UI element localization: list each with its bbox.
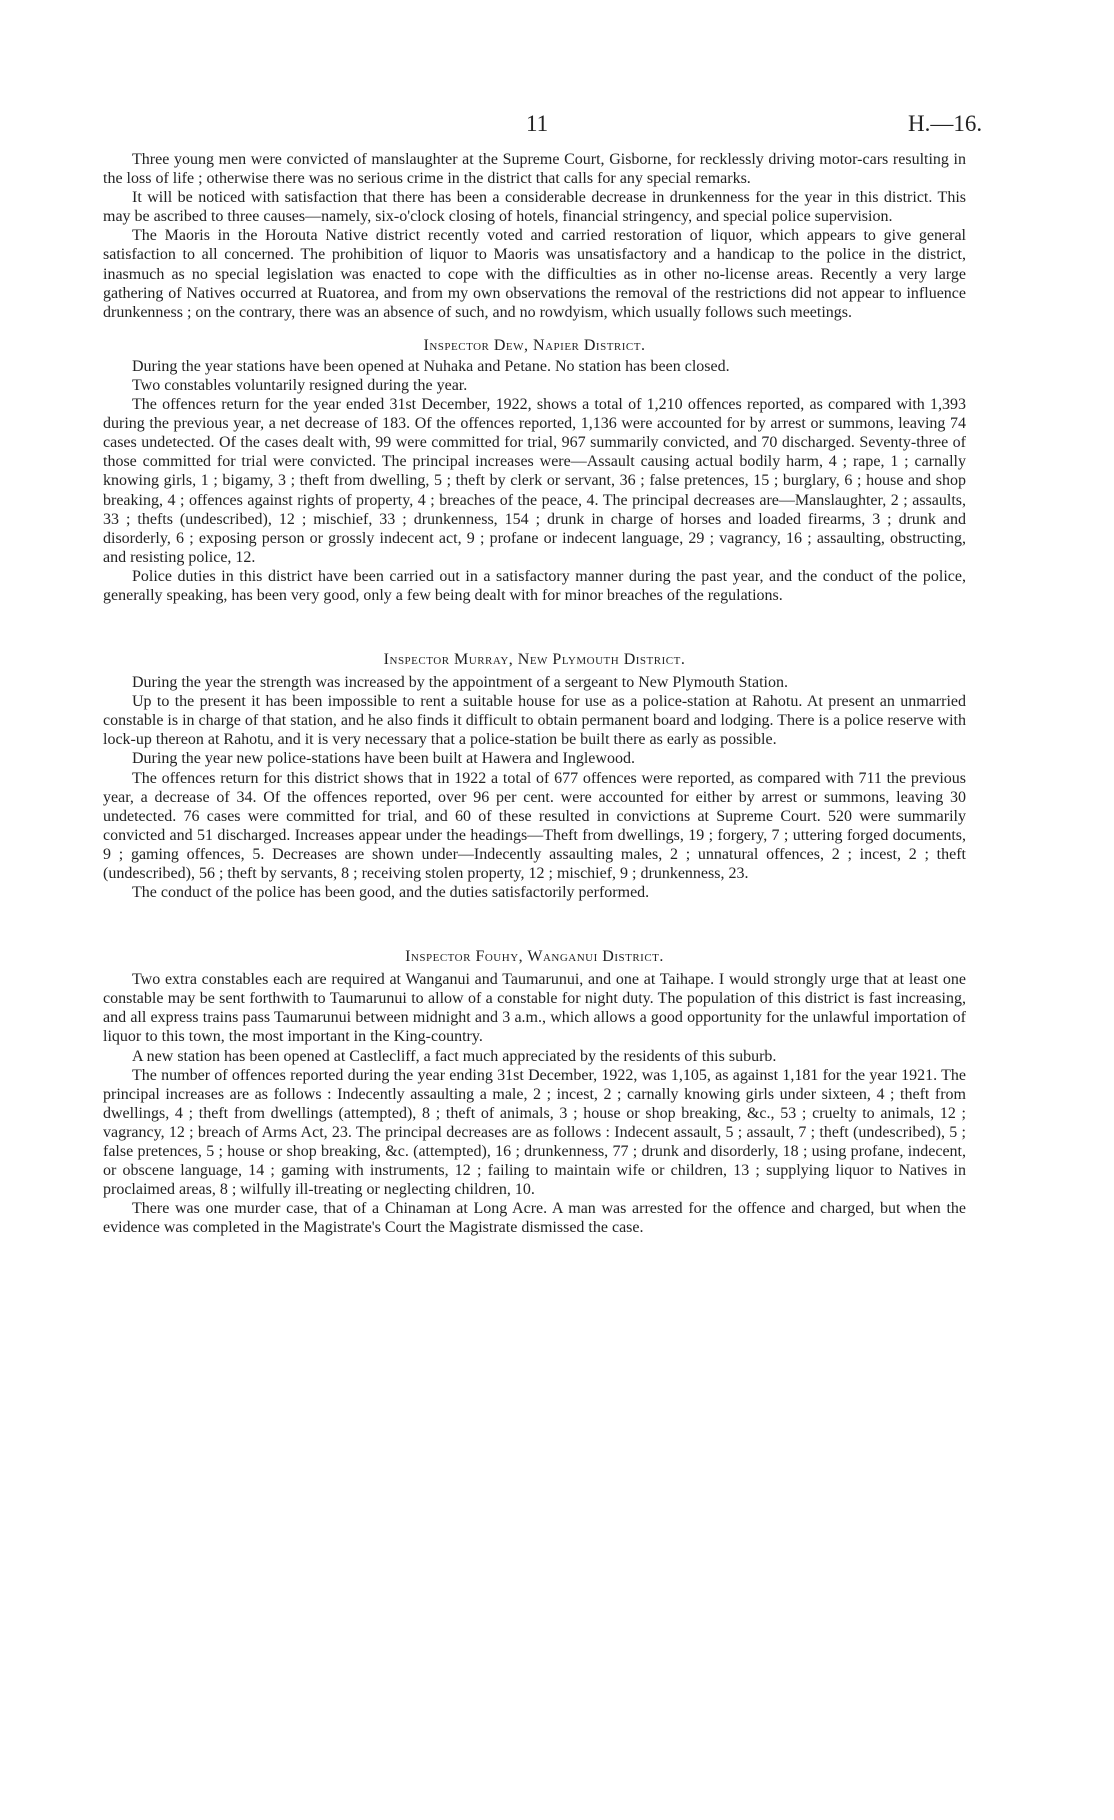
paragraph: During the year the strength was increased by the appointment of a sergeant to New Plymouth Station.	[132, 674, 788, 692]
paragraph: The offences return for the year ended 31st December, 1922, shows a total of 1,210 offences reported, as compared with 1,393 during the previous year, a net decrease of 183. Of the offences reported, 1,136 were accounted for by arrest or summons, leaving 74 cases undetected. Of the cases dealt with, 99 were committed for trial, 967 summarily convicted, and 70 discharged. Seventy-three of those committed for trial were convicted. The principal increases were—Assault causing actual bodily harm, 4 ; rape, 1 ; carnally knowing girls, 1 ; bigamy, 3 ; theft from dwelling, 5 ; theft by clerk or servant, 36 ; false pretences, 15 ; burglary, 6 ; house and shop breaking, 4 ; offences against rights of property, 4 ; breaches of the peace, 4. The principal decreases are—Manslaughter, 2 ; assaults, 33 ; thefts (undescribed), 12 ; mischief, 33 ; drunkenness, 154 ; drunk in charge of horses and loaded firearms, 3 ; drunk and disorderly, 6 ; exposing person or grossly indecent act, 9 ; profane or indecent language, 29 ; vagrancy, 16 ; assaulting, obstructing, and resisting police, 12.	[103, 396, 966, 566]
paragraph: The conduct of the police has been good, and the duties satisfactorily performed.	[132, 884, 650, 902]
paragraph: The Maoris in the Horouta Native district recently voted and carried restoration of liquor, which appears to give general satisfaction to all concerned. The prohibition of liquor to Maoris was unsatisfactory and a handicap to the police in the district, inasmuch as no special legislation was enacted to cope with the difficulties as in other no-license areas. Recently a very large gathering of Natives occurred at Ruatorea, and from my own observations the removal of the restrictions did not appear to influence drunkenness ; on the contrary, there was an absence of such, and no rowdyism, which usually follows such meetings.	[103, 227, 966, 321]
page-number: 11	[526, 111, 549, 136]
gisborne-section	[103, 150, 966, 322]
new-plymouth-section	[103, 650, 966, 902]
paragraph: Two constables voluntarily resigned during the year.	[132, 376, 468, 394]
paragraph: There was one murder case, that of a Chinaman at Long Acre. A man was arrested for the offence and charged, but when the evidence was completed in the Magistrate's Court the Magistrate dismissed the case.	[103, 1200, 966, 1237]
paragraph: Police duties in this district have been carried out in a satisfactory manner during the past year, and the conduct of the police, generally speaking, has been very good, only a few being dealt with for minor breaches of the regulations.	[103, 567, 966, 604]
paragraph: The number of offences reported during the year ending 31st December, 1922, was 1,105, as against 1,181 for the year 1921. The principal increases are as follows : Indecently assaulting a male, 2 ; incest, 2 ; carnally knowing girls under sixteen, 4 ; theft from dwellings, 4 ; theft from dwellings (attempted), 8 ; theft of animals, 3 ; house or shop breaking, &c., 53 ; cruelty to animals, 12 ; vagrancy, 12 ; breach of Arms Act, 23. The principal decreases are as follows : Indecent assault, 5 ; assault, 7 ; theft (undescribed), 5 ; false pretences, 5 ; house or shop breaking, &c. (attempted), 16 ; drunkenness, 77 ; drunk and disorderly, 18 ; using profane, indecent, or obscene language, 14 ; gaming with instruments, 12 ; failing to maintain wife or children, 13 ; supplying liquor to Natives in proclaimed areas, 8 ; wilfully ill-treating or neglecting children, 10.	[103, 1066, 966, 1199]
paragraph: Three young men were convicted of manslaughter at the Supreme Court, Gisborne, for recklessly driving motor-cars resulting in the loss of life ; otherwise there was no serious crime in the district that calls for any special remarks.	[103, 151, 966, 188]
paragraph: The offences return for this district shows that in 1922 a total of 677 offences were reported, as compared with 711 the previous year, a decrease of 34. Of the offences reported, over 96 per cent. were accounted for either by arrest or summons, leaving 30 undetected. 76 cases were committed for trial, and 60 of these resulted in convictions at Supreme Court. 520 were summarily convicted and 51 discharged. Increases appear under the headings—Theft from dwellings, 19 ; forgery, 7 ; uttering forged documents, 9 ; gaming offences, 5. Decreases are shown under—Indecently assaulting males, 2 ; unnatural offences, 2 ; incest, 2 ; theft (undescribed), 56 ; theft by servants, 8 ; receiving stolen property, 12 ; mischief, 9 ; drunkenness, 23.	[103, 769, 966, 882]
section-heading: Inspector Murray, New Plymouth District.	[383, 651, 686, 669]
napier-section	[103, 336, 966, 605]
wanganui-section	[103, 947, 966, 1237]
paragraph: Two extra constables each are required at Wanganui and Taumarunui, and one at Taihape. I would strongly urge that at least one constable may be sent forthwith to Taumarunui to allow of a constable for night duty. The population of this district is fast increasing, and all express trains pass Taumarunui between midnight and 3 a.m., which allows a good opportunity for the unlawful importation of liquor to this town, the most important in the King-country.	[103, 971, 966, 1046]
paragraph: It will be noticed with satisfaction that there has been a considerable decrease in drunkenness for the year in this district. This may be ascribed to three causes—namely, six-o'clock closing of hotels, financial stringency, and special police supervision.	[103, 189, 966, 226]
paragraph: During the year stations have been opened at Nuhaka and Petane. No station has been closed.	[132, 357, 730, 375]
section-heading: Inspector Fouhy, Wanganui District.	[405, 948, 664, 966]
section-heading: Inspector Dew, Napier District.	[423, 336, 646, 354]
paragraph: During the year new police-stations have been built at Hawera and Inglewood.	[132, 750, 635, 768]
paragraph: Up to the present it has been impossible to rent a suitable house for use as a police-station at Rahotu. At present an unmarried constable is in charge of that station, and he also finds it difficult to obtain permanent board and lodging. There is a police reserve with lock-up thereon at Rahotu, and it is very necessary that a police-station be built there as early as possible.	[103, 693, 966, 749]
body-text	[103, 150, 966, 1238]
paragraph: A new station has been opened at Castlecliff, a fact much appreciated by the residents of this suburb.	[132, 1047, 777, 1065]
document-reference: H.—16.	[908, 111, 983, 136]
